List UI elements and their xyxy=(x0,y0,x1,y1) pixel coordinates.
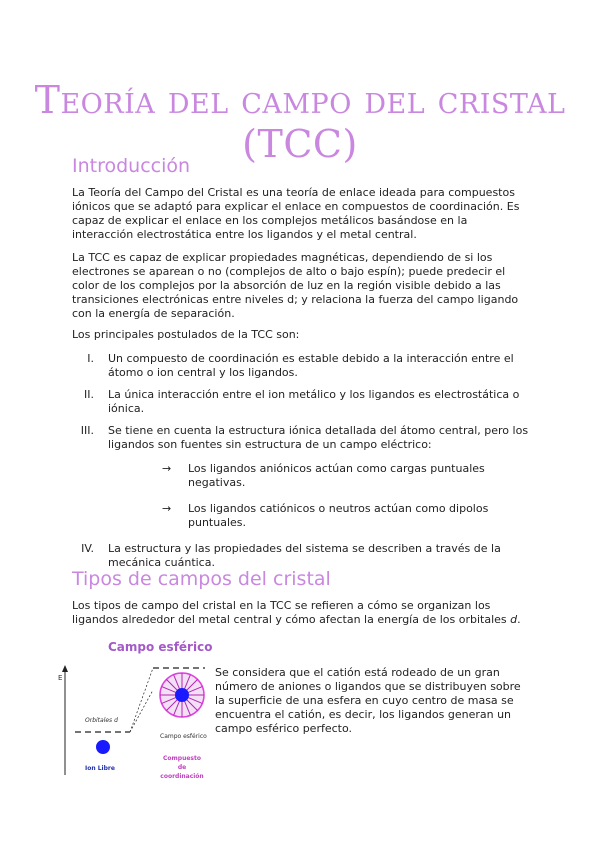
sub-list-item: → Los ligandos aniónicos actúan como cargas puntuales negativas. xyxy=(162,462,485,489)
intro-paragraph-1: La Teoría del Campo del Cristal es una teoría de enlace ideada para compuestos iónicos que se adaptó para explicar el enlace en compuestos de coordinación. Es capaz de explicar el enlace en los complejos metálicos basándose en la interacción electrostática entre los ligandos y el metal central. xyxy=(72,186,520,241)
figure-title: Campo esférico xyxy=(108,640,213,654)
intro-paragraph-3: Los principales postulados de la TCC son: xyxy=(72,328,300,341)
types-paragraph: Los tipos de campo del cristal en la TCC se refieren a cómo se organizan los ligandos alrededor del metal central y cómo afectan la energía de los orbitales d. xyxy=(72,599,521,626)
list-item: III. Se tiene en cuenta la estructura iónica detallada del átomo central, pero los ligandos son fuentes sin estructura de un campo eléctrico: → Los ligandos aniónicos actúan como cargas puntuales negativas. → Los ligandos catiónicos o neutros actúan como dipolos puntuales. xyxy=(72,424,532,530)
intro-heading: Introducción xyxy=(72,155,191,177)
free-ion-dot xyxy=(96,740,110,754)
arrow-right-icon: → xyxy=(162,462,172,475)
types-heading: Tipos de campos del cristal xyxy=(72,568,331,590)
page-title: Teoría del campo del cristal (TCC) xyxy=(34,78,566,166)
postulates-list xyxy=(72,352,532,578)
spherical-field-sphere xyxy=(160,673,204,717)
arrow-right-icon: → xyxy=(162,502,172,515)
figure-description: Se considera que el catión está rodeado de un gran número de aniones o ligandos que se distribuyen sobre la superficie de una esfera en cuyo centro de masa se encuentra el catión, es decir, los ligandos generan un campo esférico perfecto. xyxy=(215,666,521,735)
energy-axis-label: E xyxy=(58,674,63,682)
sub-list-item: → Los ligandos catiónicos o neutros actúan como dipolos puntuales. xyxy=(162,502,489,529)
list-item: II. La única interacción entre el ion metálico y los ligandos es electrostática o iónica. xyxy=(84,388,520,415)
spherical-field-diagram xyxy=(55,660,215,790)
orbitals-label: Orbitales d xyxy=(85,717,118,724)
free-ion-label: Ion Libre xyxy=(85,765,115,772)
energy-axis-arrow xyxy=(62,665,68,672)
list-item: IV. La estructura y las propiedades del sistema se describen a través de la mecánica cuántica. xyxy=(81,542,501,569)
intro-paragraph-2: La TCC es capaz de explicar propiedades magnéticas, dependiendo de si los electrones se aparean o no (complejos de alto o bajo espín); puede predecir el color de los complejos por la absorción de luz en la región visible debido a las transiciones electrónicas entre niveles d; y relaciona la fuerza del campo ligando con la energía de separación. xyxy=(72,251,519,320)
sphere-label: Campo esférico xyxy=(160,733,207,740)
connector-line xyxy=(130,690,153,732)
compound-label: Compuesto de coordinación xyxy=(160,755,204,780)
connector-line xyxy=(130,668,153,732)
list-item: I. Un compuesto de coordinación es estable debido a la interacción entre el átomo o ion central y los ligandos. xyxy=(87,352,514,379)
